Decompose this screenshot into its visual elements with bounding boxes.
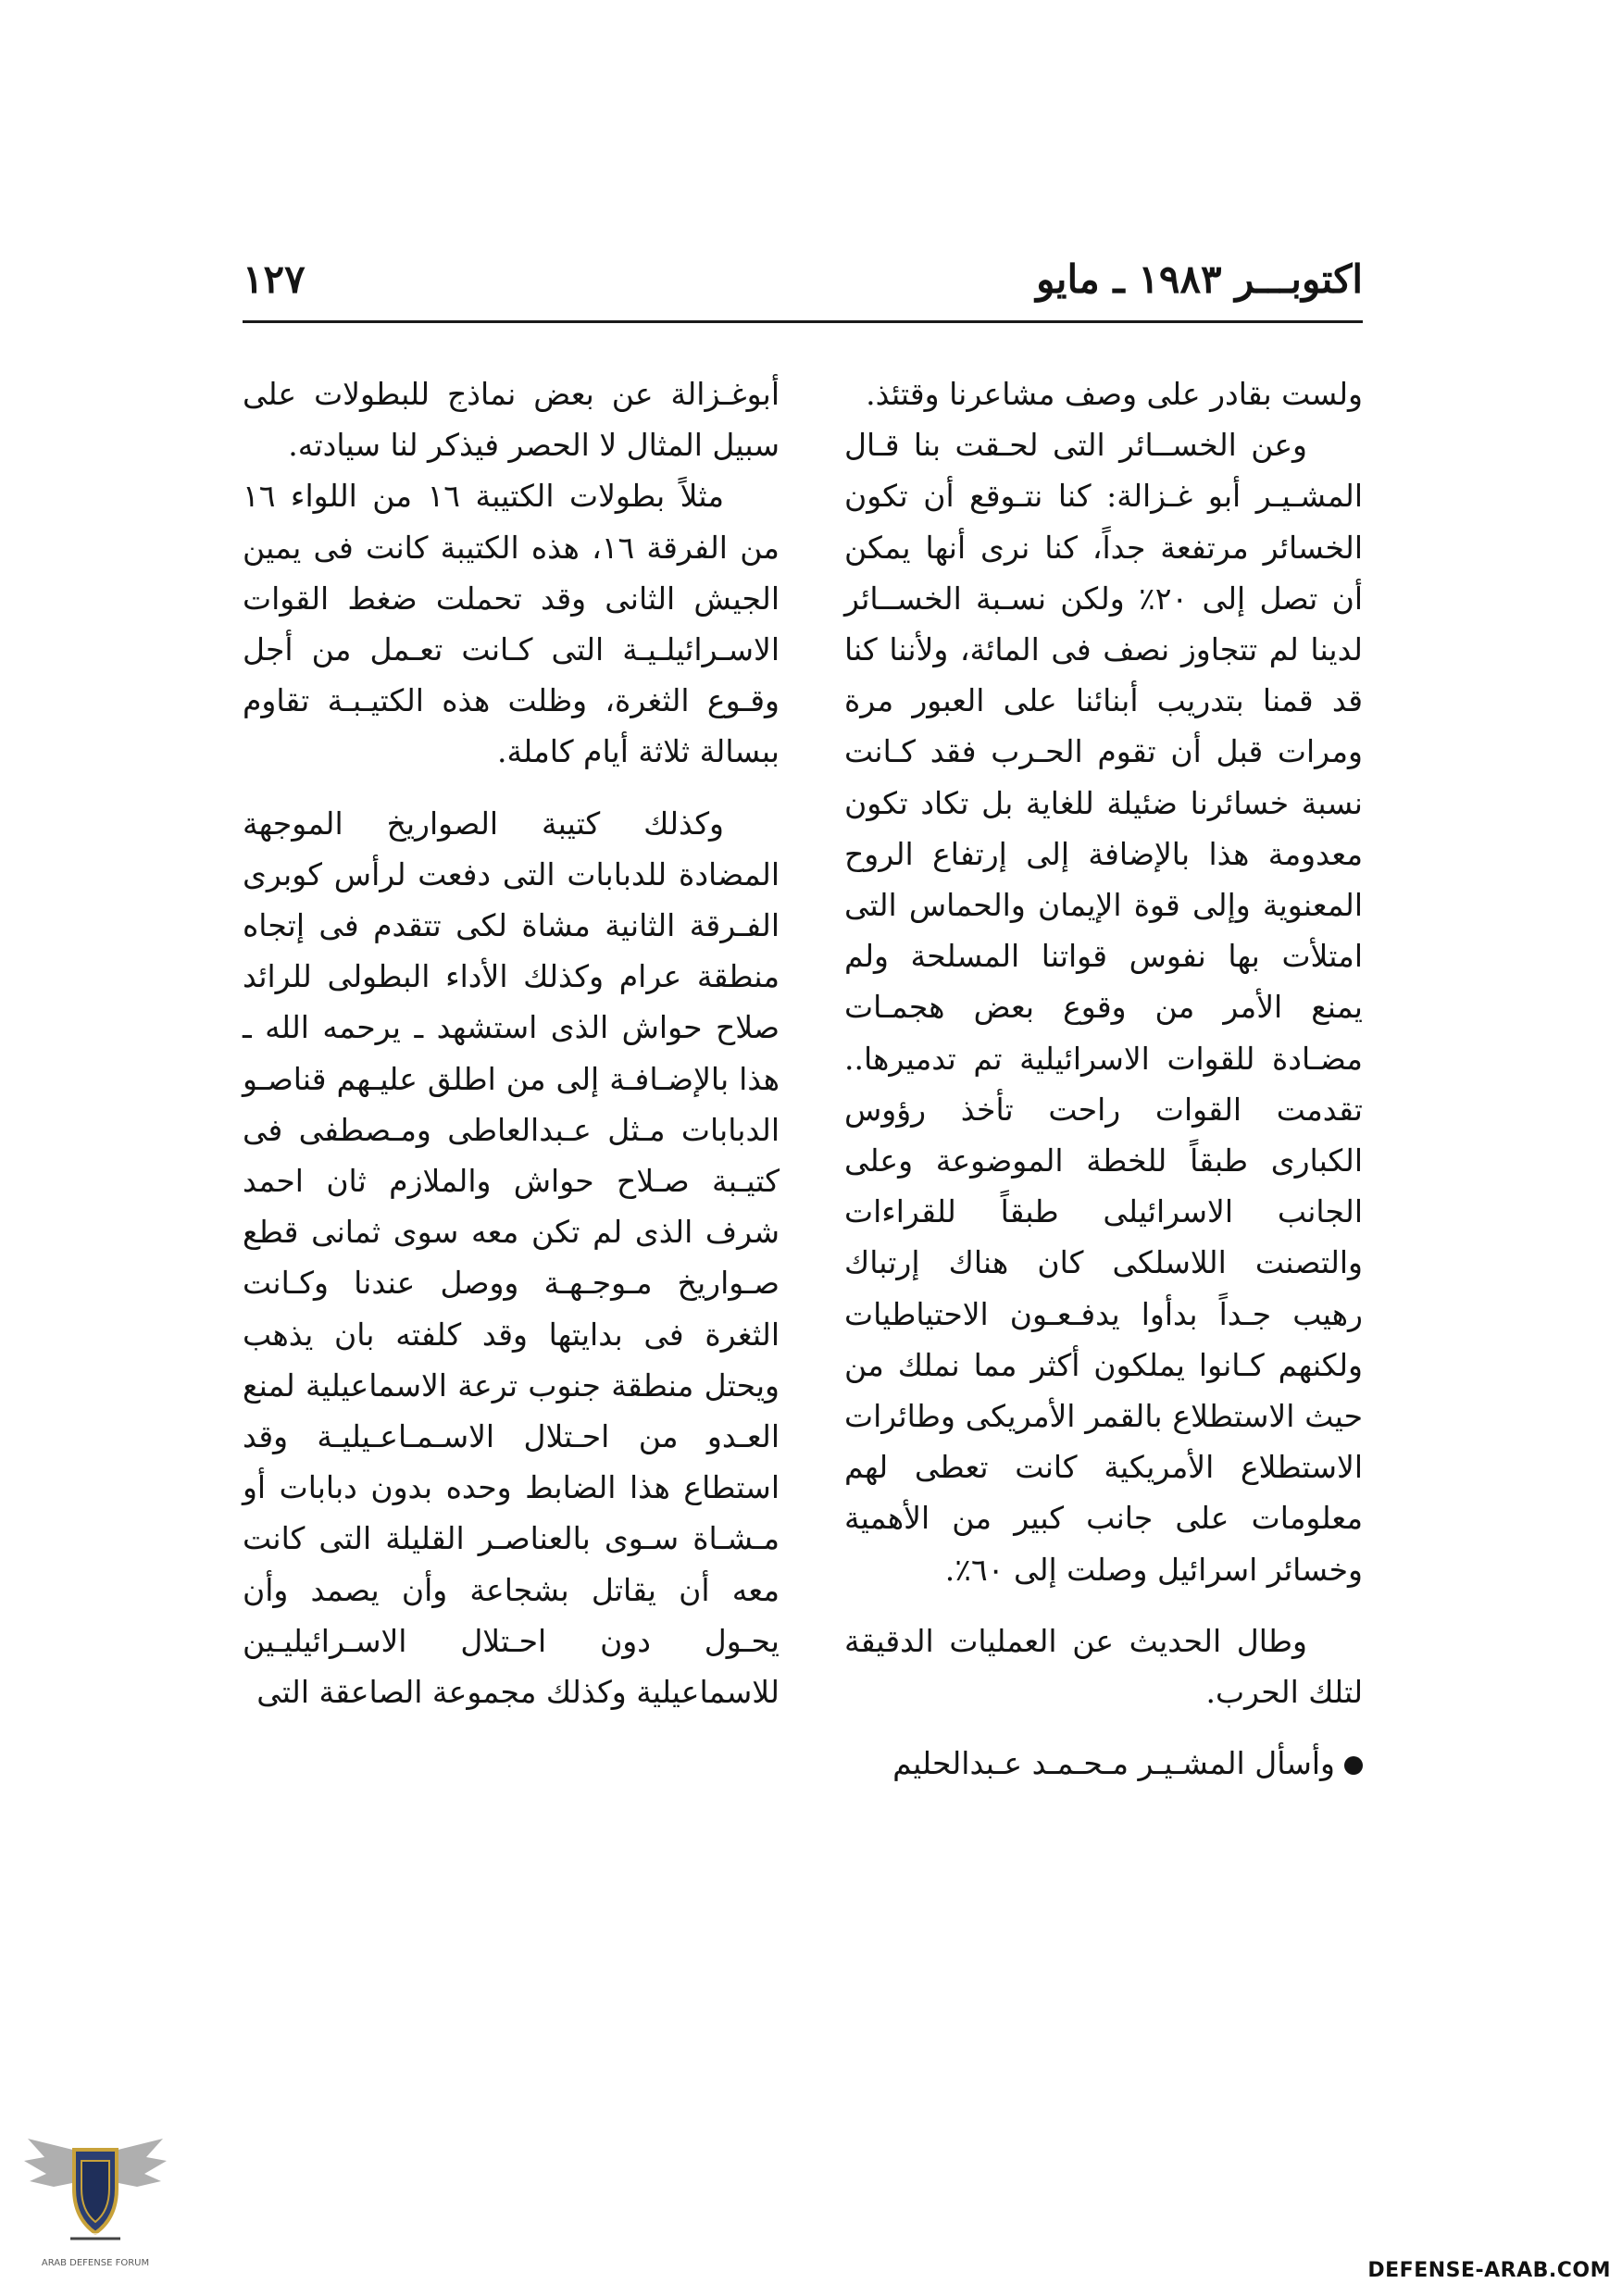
running-header <box>243 252 1363 317</box>
header-divider <box>243 320 1363 323</box>
left-paragraph-3: وكذلك كتيبة الصواريخ الموجهة المضادة للدبابات التى دفعت لرأس كوبرى الفـرقة الثانية مشاة لكى تتقدم فى إتجاه منطقة عرام وكذلك الأداء البطولى للرائد صلاح حواش الذى استشهد ـ يرحمه الله ـ هذا بالإضـافـة إلى من اطلق عليـهم قناصـو الدبابات مـثل عـبدالعاطى ومـصطفى فى كتيـبة صـلاح حواش والملازم ثان احمد شرف الذى لم تكن معه سوى ثمانى قطع صـواريخ مـوجـهـة ووصل عندنا وكـانت الثغرة فى بدايتها وقد كلفته بان يذهب ويحتل منطقة جنوب ترعة الاسماعيلية لمنع العـدو من احـتلال الاسـمـاعـيليـة وقد استطاع هذا الضابط وحده بدون دبابات أو مـشـاة سـوى بالعناصـر القليلة التى كانت معه أن يقاتل بشجاعة وأن يصمد وأن يحـول دون احـتلال الاسـرائيليـين للاسماعيلية وكذلك مجموعة الصاعقة التى <box>243 805 780 1711</box>
right-paragraph-1: ولست بقادر على وصف مشاعرنا وقتئذ. <box>866 376 1363 412</box>
page-number: ١٢٧ <box>243 256 306 302</box>
right-paragraph-3: وطال الحديث عن العمليات الدقيقة لتلك الحرب. <box>844 1622 1363 1711</box>
bullet-icon <box>1344 1756 1363 1775</box>
watermark-caption: ARAB DEFENSE FORUM <box>41 2258 150 2268</box>
header-title: اكتوبـــر ١٩٨٣ ـ مايو <box>1036 256 1363 302</box>
winged-shield-icon <box>17 2129 174 2259</box>
left-paragraph-1: أبوغـزالة عن بعض نماذج للبطولات على سبيل المثال لا الحصر فيذكر لنا سيادته. <box>243 376 780 464</box>
left-column <box>243 368 780 1717</box>
site-label[interactable]: DEFENSE-ARAB.COM <box>1367 2259 1611 2282</box>
right-paragraph-4-text: وأسأل المشـيـر مـحـمـد عـبدالحليم <box>892 1745 1335 1782</box>
forum-logo-watermark <box>17 2129 174 2289</box>
left-paragraph-2: مثلاً بطولات الكتيبة ١٦ من اللواء ١٦ من الفرقة ١٦، هذه الكتيبة كانت فى يمين الجيش الثانى وقد تحملت ضغط القوات الاسـرائيلـيـة التى كـانت تعـمل من أجل وقـوع الثغرة، وظلت هذه الكتيـبـة تقاوم ببسالة ثلاثة أيام كاملة. <box>243 478 780 770</box>
right-paragraph-2: وعن الخســائر التى لحـقت بنا قـال المشـيـر أبو غـزالة: كنا نتـوقع أن تكون الخسائر مرتفعة جداً، كنا نرى أنها يمكن أن تصل إلى ٢٠٪ ولكن نسـبة الخســائر لدينا لم تتجاوز نصف فى المائة، ولأننا كنا قد قمنا بتدريب أبنائنا على العبور مرة ومرات قبل أن تقوم الحـرب فقد كـانت نسبة خسائرنا ضئيلة للغاية بل تكاد تكون معدومة هذا بالإضافة إلى إرتفاع الروح المعنوية وإلى قوة الإيمان والحماس التى امتلأت بها نفوس قواتنا المسلحة ولم يمنع الأمر من وقوع بعض هجمـات مضـادة للقوات الاسرائيلية تم تدميرها.. تقدمت القوات راحت تأخذ رؤوس الكبارى طبقاً للخطة الموضوعة وعلى الجانب الاسرائيلى طبقاً للقراءات والتصنت اللاسلكى كان هناك إرتباك رهيب جـداً بدأوا يدفـعـون الاحتياطيات ولكنهم كـانوا يملكون أكثر مما نملك من حيث الاستطلاع بالقمر الأمريكى وطائرات الاستطلاع الأمريكية كانت تعطى لهم معلومات على جانب كبير من الأهمية وخسائر اسرائيل وصلت إلى ٦٠٪. <box>844 427 1363 1588</box>
right-column <box>844 368 1363 1789</box>
right-paragraph-4 <box>844 1738 1363 1789</box>
